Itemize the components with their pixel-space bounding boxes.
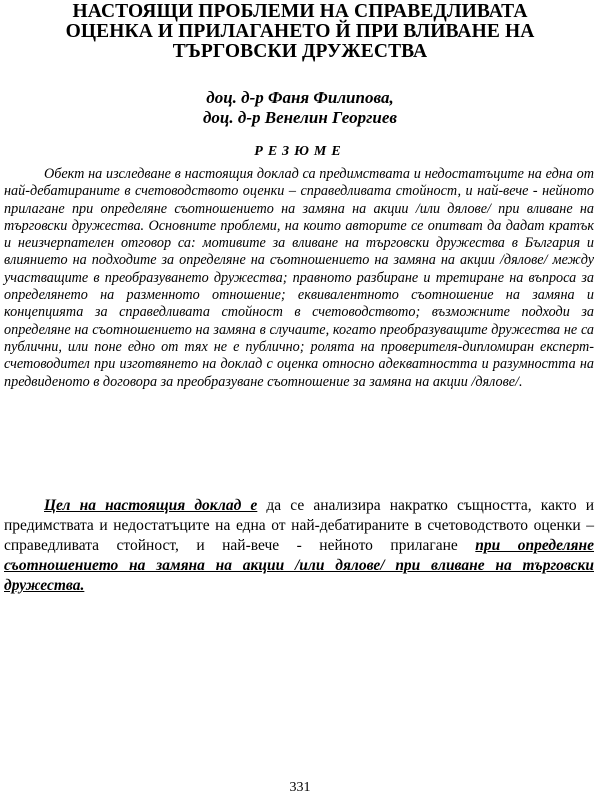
- author-list: [0, 88, 600, 128]
- goal-paragraph: [4, 496, 594, 596]
- paper-title: [20, 2, 580, 62]
- title-line-2: ОЦЕНКА И ПРИЛАГАНЕТО Й ПРИ ВЛИВАНЕ НА: [65, 21, 535, 42]
- author-2: доц. д-р Венелин Георгиев: [203, 108, 397, 127]
- title-line-3: ТЪРГОВСКИ ДРУЖЕСТВА: [172, 41, 428, 62]
- abstract-text: Обект на изследване в настоящия доклад са предимствата и недостатъците на една от най-дебатираните в счетоводството оценки – справедливата стойност, и най-вече - нейното прилагане при определяне съотношението на замяна на акции /или дялове/ при вливане на търговски дружества. Основните проблеми, на които авторите се опитват да дадат кратък и неизчерпателен отговор са: мотивите за вливане на търговски дружества в България и влиянието на подходите за определяне на съотношението на замяна на акции /дялове/ между участващите в преобразуването дружества; правното разбиране и третиране на въпроса за определянето на разменното отношение; еквивалентното съотношение на замяна и концепцията за справедливата стойност в счетоводството; възможните подходи за определяне на съотношението на замяна в случаите, когато преобразуващите дружества не са публични, или поне едно от тях не е публично; ролята на проверителя-дипломиран експерт-счетоводител при изготвянето на доклад с оценка относно адекватността и разумността на предвиденото в договора за преобразуване съотношение за замяна на акции /дялове/.: [4, 166, 594, 390]
- abstract-heading: РЕЗЮМЕ: [254, 144, 346, 159]
- page-number: 331: [289, 780, 311, 795]
- author-1: доц. д-р Фаня Филипова,: [206, 88, 394, 107]
- title-line-1: НАСТОЯЩИ ПРОБЛЕМИ НА СПРАВЕДЛИВАТА: [72, 1, 528, 22]
- goal-lead: Цел на настоящия доклад е: [44, 497, 258, 514]
- goal-tail: при определяне съотношението на замяна на акции /или дялове/ при вливане на търговски дружества.: [4, 537, 595, 594]
- goal-middle: да се анализира накратко същността, както и предимствата и недостатъците на една от най-дебатираните в счетоводството оценки – справедливата стойност, и най-вече - нейното прилагане: [4, 497, 594, 554]
